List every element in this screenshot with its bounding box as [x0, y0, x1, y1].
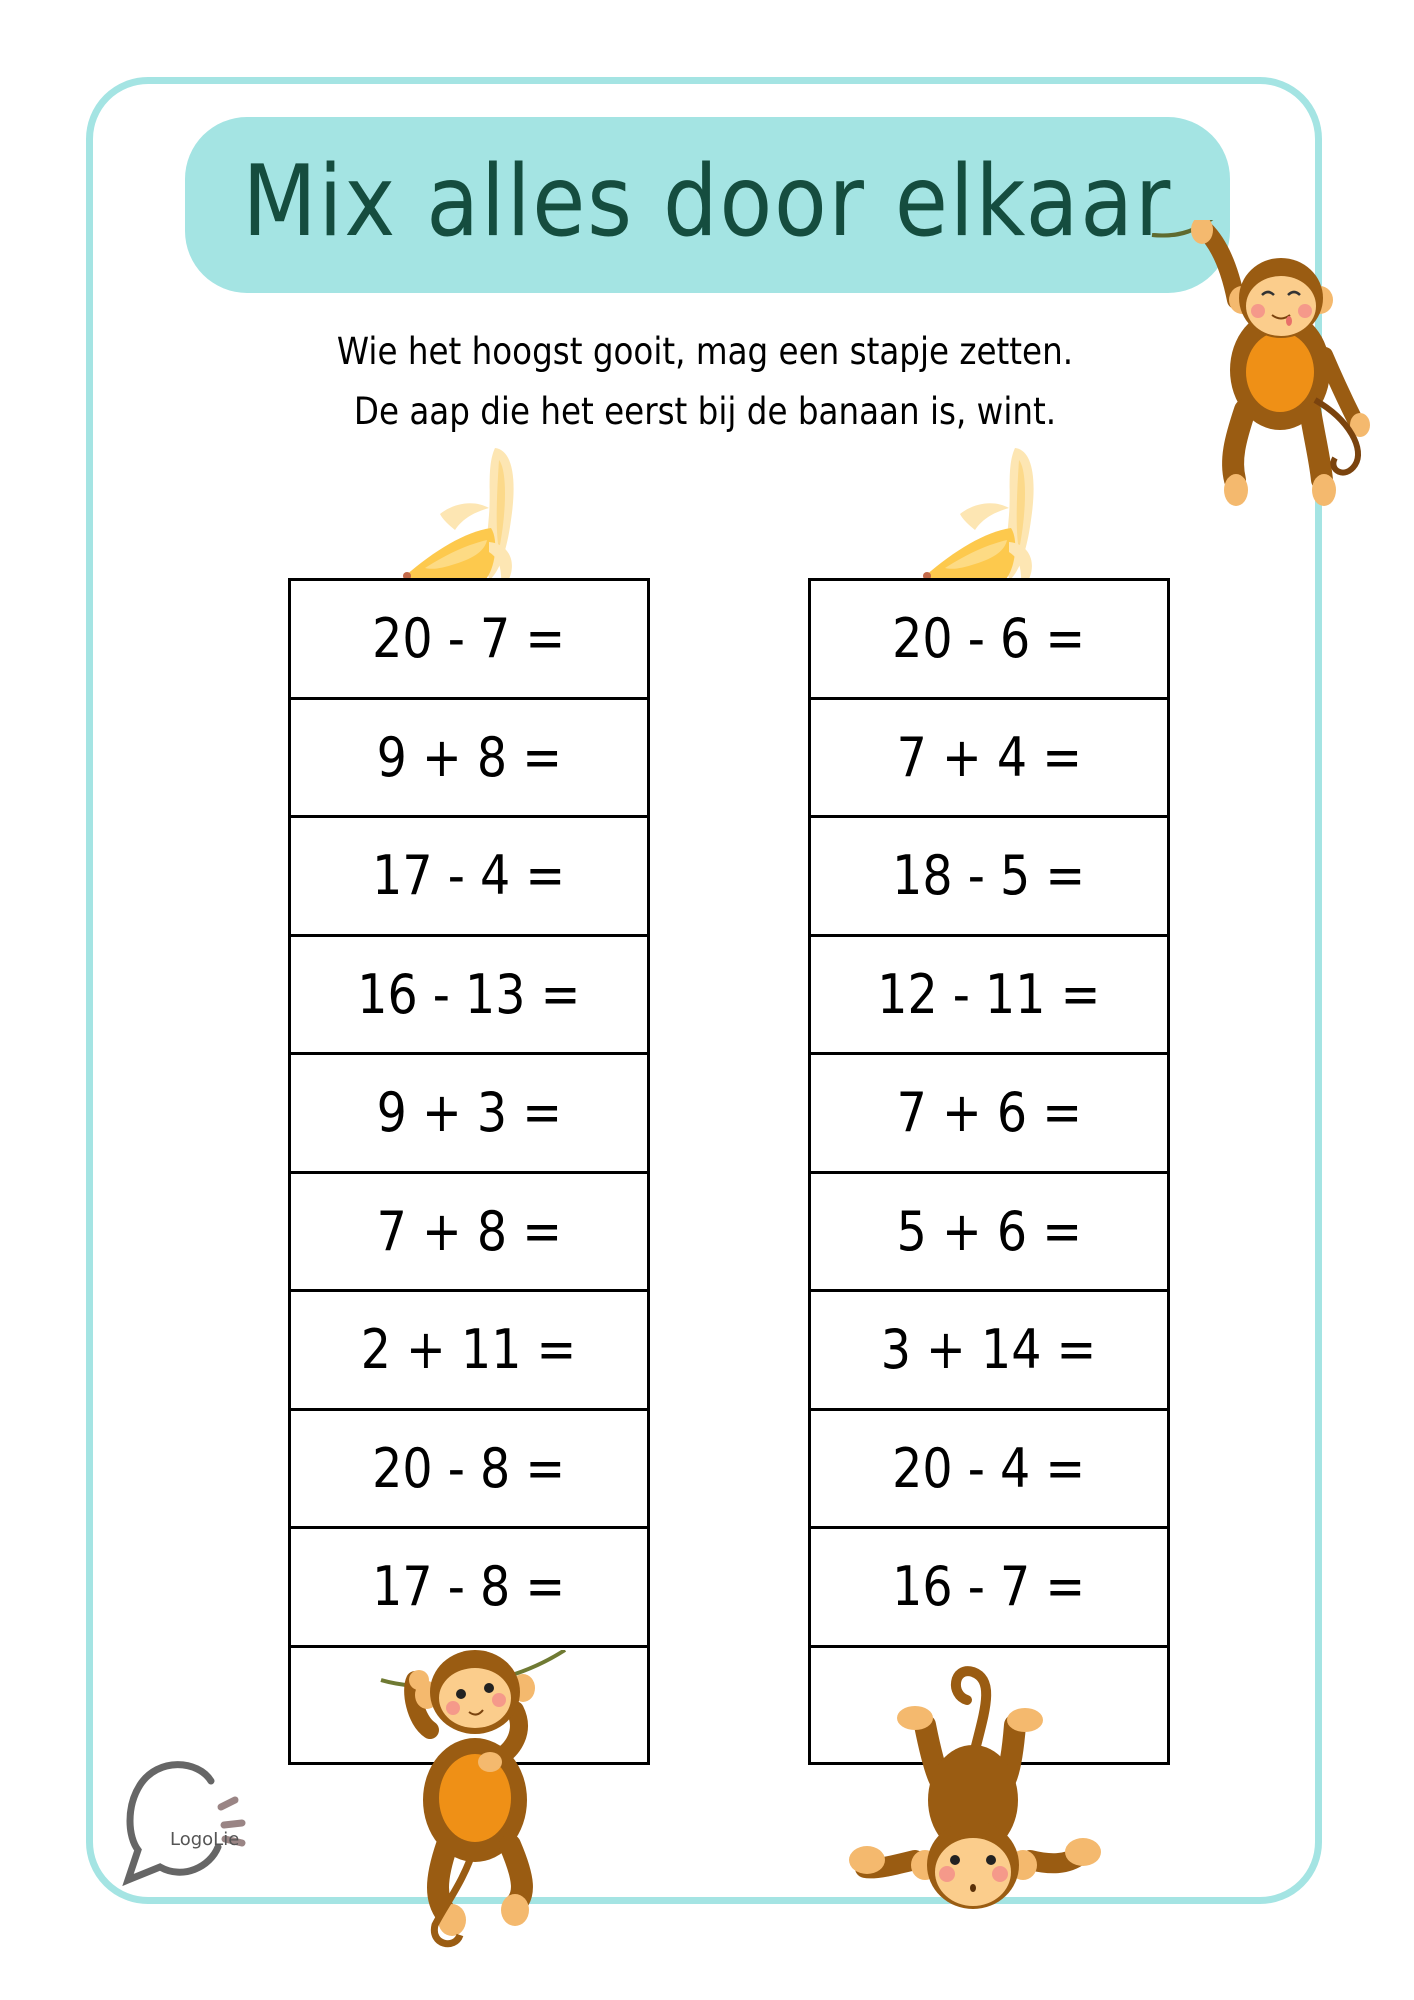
ladder-rung — [291, 1292, 647, 1411]
ladder-rung — [291, 1529, 647, 1648]
ladder-rung — [291, 700, 647, 819]
ladder-rung — [811, 1411, 1167, 1530]
ladder-rung — [811, 1529, 1167, 1648]
ladder-rung — [291, 818, 647, 937]
ladder-rung — [291, 1174, 647, 1293]
sum-text: 20 - 4 = — [892, 1436, 1086, 1500]
banana-icon — [915, 440, 1055, 590]
logo-text: LogoLie — [170, 1829, 240, 1850]
sum-text: 7 + 6 = — [896, 1081, 1082, 1145]
ladder-rung — [811, 818, 1167, 937]
ladder-rung — [291, 937, 647, 1056]
sum-text: 7 + 4 = — [896, 725, 1082, 789]
left-ladder — [288, 578, 650, 1765]
right-ladder — [808, 578, 1170, 1765]
sum-text: 12 - 11 = — [877, 962, 1101, 1026]
monkey-icon — [1150, 220, 1370, 510]
ladder-rung — [291, 1055, 647, 1174]
banana-icon — [395, 440, 535, 590]
ladder-rung — [811, 581, 1167, 700]
instruction-line-2: De aap die het eerst bij de banaan is, wint. — [353, 390, 1057, 433]
ladder-rung — [291, 581, 647, 700]
instructions — [200, 322, 1210, 442]
title-banner — [185, 117, 1230, 293]
sum-text: 16 - 13 = — [357, 962, 581, 1026]
sum-text: 20 - 8 = — [372, 1436, 566, 1500]
sum-text: 5 + 6 = — [896, 1199, 1082, 1263]
speech-bubble-logo-icon — [118, 1755, 258, 1890]
sum-text: 9 + 3 = — [376, 1081, 562, 1145]
sum-text: 17 - 8 = — [372, 1555, 566, 1619]
logolie-logo — [118, 1755, 258, 1890]
sum-text: 9 + 8 = — [376, 725, 562, 789]
ladder-rung — [811, 700, 1167, 819]
sum-text: 17 - 4 = — [372, 844, 566, 908]
ladder-rung — [291, 1411, 647, 1530]
ladder-rung — [811, 1292, 1167, 1411]
page-title: Mix alles door elkaar — [242, 145, 1173, 259]
ladder-rung — [811, 1055, 1167, 1174]
sum-text: 16 - 7 = — [892, 1555, 1086, 1619]
sum-text: 20 - 6 = — [892, 607, 1086, 671]
monkey-icon — [845, 1660, 1115, 1910]
ladder-rung — [811, 937, 1167, 1056]
sum-text: 20 - 7 = — [372, 607, 566, 671]
ladder-rung — [811, 1174, 1167, 1293]
instruction-line-1: Wie het hoogst gooit, mag een stapje zetten. — [336, 330, 1074, 373]
sum-text: 7 + 8 = — [376, 1199, 562, 1263]
monkey-icon — [375, 1650, 575, 1950]
sum-text: 2 + 11 = — [361, 1318, 577, 1382]
sum-text: 18 - 5 = — [892, 844, 1086, 908]
sum-text: 3 + 14 = — [881, 1318, 1097, 1382]
